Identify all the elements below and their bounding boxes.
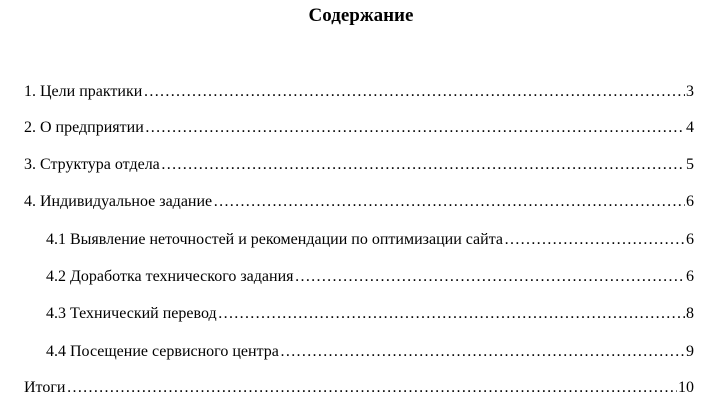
toc-entry-text: 4.1 Выявление неточностей и рекомендации по оптимизации сайта — [46, 231, 503, 248]
toc-entry — [24, 118, 694, 138]
toc-entry — [24, 82, 694, 102]
toc-entry — [24, 378, 694, 398]
toc-entry — [24, 192, 694, 212]
toc-subentry — [46, 230, 694, 250]
toc-subentry — [46, 304, 694, 324]
toc-dot-leader — [161, 155, 685, 175]
toc-title: Содержание — [308, 5, 414, 26]
toc-entry-page: 10 — [678, 379, 694, 396]
toc-entry-page: 4 — [686, 119, 694, 136]
toc-dot-leader — [280, 342, 685, 362]
toc-entry-page: 6 — [686, 193, 694, 210]
toc-entry-text: 4.3 Технический перевод — [46, 305, 217, 322]
toc-subentry — [46, 267, 694, 287]
toc-dot-leader — [213, 192, 685, 212]
toc-entry-text: 1. Цели практики — [24, 83, 143, 100]
toc-entry-text: 2. О предприятии — [24, 119, 144, 136]
toc-entry-page: 6 — [686, 231, 694, 248]
toc-entry-text: 4. Индивидуальное задание — [24, 193, 213, 210]
toc-entry-page: 8 — [686, 305, 694, 322]
toc-entry-text: Итоги — [24, 379, 66, 396]
toc-subentry — [46, 342, 694, 362]
toc-entry-text: 3. Структура отдела — [24, 156, 160, 173]
toc-entry-page: 9 — [686, 343, 694, 360]
toc-dot-leader — [504, 230, 685, 250]
toc-dot-leader — [143, 82, 685, 102]
toc-entry-page: 5 — [686, 156, 694, 173]
toc-entry-text: 4.4 Посещение сервисного центра — [46, 343, 279, 360]
toc-dot-leader — [218, 304, 685, 324]
toc-dot-leader — [145, 118, 685, 138]
toc-entry-text: 4.2 Доработка технического задания — [46, 268, 294, 285]
toc-dot-leader — [66, 378, 677, 398]
toc-entry-page: 3 — [686, 83, 694, 100]
toc-entry — [24, 155, 694, 175]
toc-entry-page: 6 — [686, 268, 694, 285]
toc-dot-leader — [295, 267, 686, 287]
